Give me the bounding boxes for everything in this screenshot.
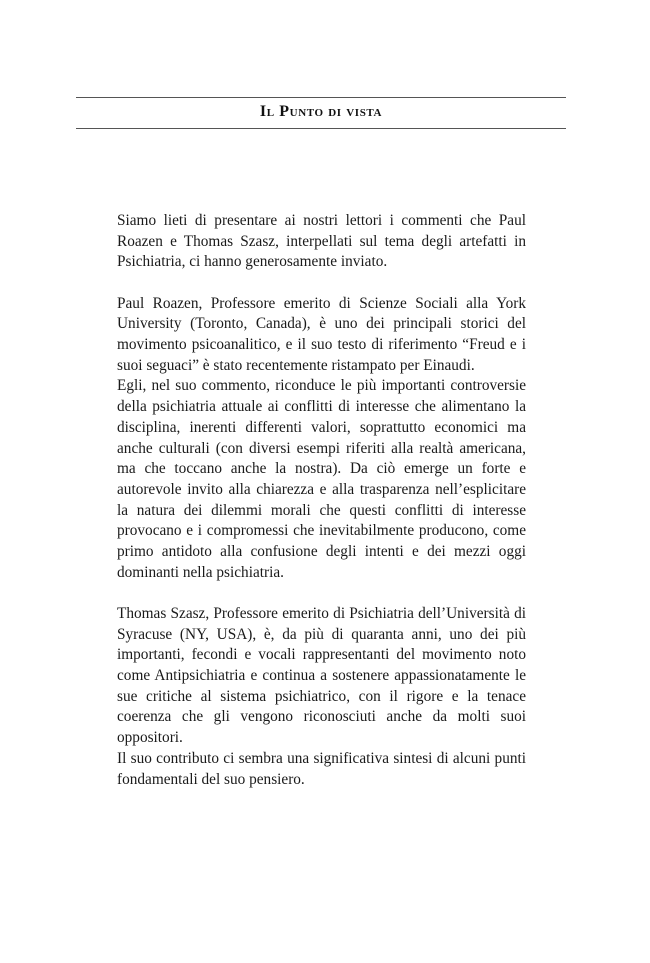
section-title: Il Punto di vista <box>259 103 383 120</box>
roazen-comment-paragraph: Egli, nel suo commento, riconduce le più importanti controversie della psichiatria attuale ai conflitti di interesse che alimentano la disciplina, inerenti differenti valori, soprattutto economici ma anche culturali (con diversi esempi riferiti alla realtà americana, ma che toccano anche la nostra). Da ciò emerge un forte e autorevole invito alla chiarezza e alla trasparenza nell’esplicitare la natura dei dilemmi morali che questi conflitti di interesse provocano e i compromessi che inevitabilmente producono, come primo antidoto alla confusione degli intenti e dei mezzi oggi dominanti nella psichiatria. <box>117 377 526 581</box>
intro-paragraph: Siamo lieti di presentare ai nostri lettori i commenti che Paul Roazen e Thomas Szasz, interpellati sul tema degli artefatti in Psichiatria, ci hanno generosamente inviato. <box>117 212 526 271</box>
header-top-rule <box>76 97 566 98</box>
header-bottom-rule <box>76 128 566 129</box>
body-text <box>117 211 526 790</box>
szasz-paragraph: Thomas Szasz, Professore emerito di Psichiatria dell’Università di Syracuse (NY, USA), è, da più di quaranta anni, uno dei più importanti, fecondi e vocali rappresentanti del movimento noto come Antipsichiatria e continua a sostenere appassionatamente le sue critiche al sistema psichiatrico, con il rigore e la tenace coerenza che gli vengono riconosciuti anche da molti suoi oppositori. <box>117 604 526 747</box>
roazen-paragraph: Paul Roazen, Professore emerito di Scienze Sociali alla York University (Toronto, Canada), è uno dei principali storici del movimento psicoanalitico, e il suo testo di riferimento “Freud e i suoi seguaci” è stato recentemente ristampato per Einaudi. <box>117 294 526 374</box>
szasz-contribution-paragraph: Il suo contributo ci sembra una significativa sintesi di alcuni punti fondamentali del suo pensiero. <box>117 749 526 788</box>
